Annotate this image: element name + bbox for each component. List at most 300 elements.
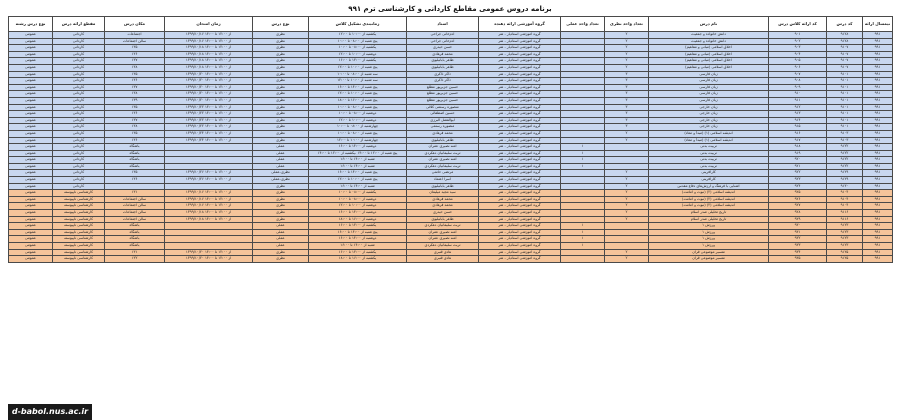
table-cell: ۱: [561, 236, 605, 243]
table-cell: زبان خارجی: [649, 117, 769, 124]
table-cell: [561, 71, 605, 78]
table-row: [9, 104, 893, 111]
table-cell: کاردانی: [53, 64, 105, 71]
table-cell: طاهر بابانیلیوی: [407, 183, 479, 190]
table-cell: اخلاق اسلامی (مبانی و مفاهیم): [649, 64, 769, 71]
table-cell: حسین جزیرپور مطلع: [407, 91, 479, 98]
table-cell: [561, 210, 605, 217]
table-cell: کارشناسی ناپیوسته: [53, 223, 105, 230]
table-cell: زبان فارسی: [649, 71, 769, 78]
table-cell: [561, 256, 605, 263]
table-cell: عمومی: [9, 256, 53, 263]
table-cell: ۹۹۱: [863, 190, 893, 197]
table-cell: ۳: [605, 78, 649, 85]
table-cell: ۹۰۵: [769, 58, 827, 65]
table-cell: عمومی: [9, 170, 53, 177]
table-cell: کاردانی: [53, 170, 105, 177]
table-cell: نظری: [253, 124, 309, 131]
table-cell: زبان فارسی: [649, 97, 769, 104]
table-cell: گروه آموزشی استادیار - هنر: [479, 91, 561, 98]
table-row: [9, 32, 893, 39]
table-cell: [605, 157, 649, 164]
table-cell: [561, 64, 605, 71]
table-cell: گروه آموزشی استادیار - هنر: [479, 256, 561, 263]
table-cell: آدم‌خانی جراحی: [407, 32, 479, 39]
table-cell: ۹۱۰۴: [827, 203, 863, 210]
table-cell: زبان فارسی: [649, 91, 769, 98]
table-cell: گروه آموزشی استادیار - هنر: [479, 196, 561, 203]
table-cell: حسین اصطفائی: [407, 111, 479, 118]
table-cell: ۱۳۵: [105, 71, 165, 78]
table-cell: ۳: [605, 71, 649, 78]
table-cell: ۹۹۱: [863, 64, 893, 71]
table-cell: از ۱۲:۰۰ تا ۱۴:۰۰ ۱۳۹۹/۱۰/۲۶: [165, 177, 253, 184]
table-cell: اجتماعات: [105, 32, 165, 39]
table-cell: گروه آموزشی استادیار - هنر: [479, 144, 561, 151]
table-cell: باشگاه: [105, 236, 165, 243]
table-cell: ۱۳۱: [105, 190, 165, 197]
table-cell: [561, 91, 605, 98]
column-header: مکان درس: [105, 17, 165, 32]
table-cell: ۹۱۲۳: [827, 236, 863, 243]
table-row: [9, 84, 893, 91]
table-cell: ۹۹۱: [863, 229, 893, 236]
table-row: [9, 183, 893, 190]
table-cell: سالن اجتماعات: [105, 210, 165, 217]
table-cell: ۹۱۲۲: [827, 163, 863, 170]
table-cell: ۹۳۱: [769, 229, 827, 236]
table-cell: ۹۱۲۲: [827, 157, 863, 164]
table-cell: [561, 170, 605, 177]
table-cell: نظری: [253, 51, 309, 58]
table-cell: ۲: [605, 196, 649, 203]
table-cell: از ۱۲:۰۰ تا ۱۴:۰۰ ۱۳۹۹/۱۰/۲۴: [165, 137, 253, 144]
table-cell: ۹۹۱: [863, 256, 893, 263]
table-cell: تاریخ تحلیلی صدر اسلام: [649, 210, 769, 217]
table-cell: ورزش ۱: [649, 243, 769, 250]
table-cell: گروه آموزشی استادیار - هنر: [479, 117, 561, 124]
table-cell: تربت سلیمانیان دهکردی: [407, 243, 479, 250]
table-cell: ۹۱۰۱: [827, 78, 863, 85]
table-cell: پنج شنبه از ۱۶:۰۰ تا ۱۸:۰۰: [309, 97, 407, 104]
table-cell: کاردانی: [53, 183, 105, 190]
table-cell: ۹۱۲۹: [827, 177, 863, 184]
table-cell: عملی: [253, 243, 309, 250]
table-cell: عمومی: [9, 104, 53, 111]
table-cell: ۹۱۰۱: [827, 104, 863, 111]
table-cell: محمد فرهادی: [407, 196, 479, 203]
table-cell: ۹۱۰۱: [827, 71, 863, 78]
table-cell: ۹۳۳: [769, 243, 827, 250]
table-cell: عمومی: [9, 84, 53, 91]
table-cell: کاردانی: [53, 157, 105, 164]
table-cell: ۱: [561, 229, 605, 236]
table-cell: زبان خارجی: [649, 111, 769, 118]
table-cell: از ۱۲:۰۰ تا ۱۴:۰۰ ۱۳۹۹/۱۰/۲۲: [165, 124, 253, 131]
table-cell: زبان خارجی: [649, 104, 769, 111]
table-cell: ورزش ۱: [649, 223, 769, 230]
table-cell: اندیشه اسلامی (۲) (نبوت و امامت): [649, 203, 769, 210]
table-row: [9, 223, 893, 230]
table-cell: عمومی: [9, 117, 53, 124]
table-cell: [561, 177, 605, 184]
table-cell: کارآفرینی: [649, 177, 769, 184]
table-cell: شنبه از ۱۴:۰۰ تا ۱۶:۰۰: [309, 243, 407, 250]
table-cell: عمومی: [9, 177, 53, 184]
table-cell: آمنه نصیری عمران: [407, 157, 479, 164]
table-cell: طاهر بابانیلیوی: [407, 216, 479, 223]
column-header: نوع درس رشته: [9, 17, 53, 32]
table-cell: ۹۱۲۳: [827, 223, 863, 230]
table-cell: گروه آموزشی استادیار - هنر: [479, 236, 561, 243]
table-cell: گروه آموزشی استادیار - هنر: [479, 243, 561, 250]
table-cell: گروه آموزشی استادیار - هنر: [479, 111, 561, 118]
table-cell: ۹۹۱: [863, 223, 893, 230]
table-cell: نظری: [253, 58, 309, 65]
column-header: تعداد واحد نظری: [605, 17, 649, 32]
table-cell: یکشنبه از ۱۴:۰۰ تا ۱۶:۰۰: [309, 223, 407, 230]
table-cell: ۹۱۰۱: [827, 124, 863, 131]
table-cell: ۱۳۶: [105, 177, 165, 184]
table-cell: ۲: [605, 203, 649, 210]
table-cell: گروه آموزشی استادیار - هنر: [479, 150, 561, 157]
table-cell: [561, 130, 605, 137]
table-cell: [605, 144, 649, 151]
table-cell: ۹۹۱: [863, 97, 893, 104]
table-cell: ۹۹۱: [863, 32, 893, 39]
table-cell: یکشنبه از ۱۴:۰۰ تا ۱۶:۰۰: [309, 58, 407, 65]
column-header: کد درس: [827, 17, 863, 32]
table-row: [9, 124, 893, 131]
table-cell: دوشنبه از ۱۶:۰۰ تا ۱۸:۰۰: [309, 216, 407, 223]
table-cell: باشگاه: [105, 243, 165, 250]
table-cell: پنج شنبه از ۱۲:۰۰ تا ۱۴:۰۰ ،یکشنبه از ۱۲:۰۰ تا ۱۴:۰۰: [309, 150, 407, 157]
table-cell: گروه آموزشی استادیار - هنر: [479, 177, 561, 184]
table-cell: از ۱۲:۰۰ تا ۱۴:۰۰ ۱۳۹۹/۱۰/۱۶: [165, 32, 253, 39]
table-cell: یکشنبه از ۱۴:۰۰ تا ۱۶:۰۰: [309, 249, 407, 256]
table-row: [9, 196, 893, 203]
table-cell: سه شنبه از ۱۰:۰۰ تا ۱۲:۰۰: [309, 78, 407, 85]
table-cell: ۹۰۶: [769, 64, 827, 71]
table-cell: پنج شنبه از ۰۸:۰۰ تا ۱۰:۰۰: [309, 130, 407, 137]
table-cell: [561, 196, 605, 203]
table-cell: عمومی: [9, 78, 53, 85]
table-cell: اندیشه اسلامی (۲) (نبوت و امامت): [649, 196, 769, 203]
table-cell: ۹۱۴: [769, 117, 827, 124]
table-row: [9, 203, 893, 210]
table-cell: تاریخ تحلیلی صدر اسلام: [649, 216, 769, 223]
table-cell: زبان فارسی: [649, 78, 769, 85]
table-cell: عمومی: [9, 190, 53, 197]
table-cell: ۹۲۹: [769, 216, 827, 223]
table-cell: نظری: [253, 117, 309, 124]
table-cell: دوشنبه از ۱۰:۰۰ تا ۱۲:۰۰: [309, 117, 407, 124]
table-cell: [605, 229, 649, 236]
table-cell: [165, 229, 253, 236]
table-cell: نظری: [253, 91, 309, 98]
table-cell: [605, 223, 649, 230]
table-cell: کاردانی: [53, 45, 105, 52]
column-header: مقطع ارائه درس: [53, 17, 105, 32]
table-row: [9, 111, 893, 118]
column-header: تعداد واحد عملی: [561, 17, 605, 32]
table-cell: ۹۹۱: [863, 196, 893, 203]
table-cell: عمومی: [9, 124, 53, 131]
table-cell: شنبه از ۱۴:۰۰ تا ۱۶:۰۰: [309, 163, 407, 170]
table-cell: نظری: [253, 196, 309, 203]
column-header: کد ارائه کلاس درس: [769, 17, 827, 32]
table-cell: کاردانی: [53, 124, 105, 131]
table-cell: ۱۳۶: [105, 78, 165, 85]
table-cell: نظری: [253, 64, 309, 71]
table-cell: عمومی: [9, 130, 53, 137]
table-cell: کارشناسی ناپیوسته: [53, 203, 105, 210]
table-cell: از ۱۲:۰۰ تا ۱۴:۰۰ ۱۳۹۹/۱۰/۲۰: [165, 71, 253, 78]
table-cell: ۹۱۲۸: [827, 38, 863, 45]
table-cell: ۹۹۱: [863, 183, 893, 190]
table-cell: ۹۹۱: [863, 157, 893, 164]
table-cell: گروه آموزشی استادیار - هنر: [479, 97, 561, 104]
table-cell: تربت سلیمانیان دهکردی: [407, 163, 479, 170]
table-cell: کاردانی: [53, 104, 105, 111]
table-cell: [165, 236, 253, 243]
table-cell: کاردانی: [53, 117, 105, 124]
table-cell: ۲: [605, 51, 649, 58]
table-cell: ۱۳۵: [105, 104, 165, 111]
table-row: [9, 97, 893, 104]
table-cell: ۹۲۲: [769, 170, 827, 177]
table-cell: ۱: [561, 243, 605, 250]
table-cell: ۹۰۲: [769, 38, 827, 45]
table-cell: نظری: [253, 130, 309, 137]
table-cell: پنج شنبه از ۱۰:۰۰ تا ۱۲:۰۰: [309, 177, 407, 184]
table-cell: گروه آموزشی استادیار - هنر: [479, 216, 561, 223]
table-cell: شنبه از ۱۴:۰۰ تا ۱۶:۰۰: [309, 157, 407, 164]
table-cell: از ۱۲:۰۰ تا ۱۴:۰۰ ۱۳۹۹/۱۰/۲۲: [165, 111, 253, 118]
table-cell: نظری: [253, 183, 309, 190]
table-cell: ۹۱۰۳: [827, 130, 863, 137]
table-cell: ۹۰۳: [769, 45, 827, 52]
table-cell: کارشناسی ناپیوسته: [53, 210, 105, 217]
table-cell: ۲: [605, 45, 649, 52]
table-row: [9, 38, 893, 45]
page-title: برنامه دروس عمومی مقاطع کاردانی و کارشناسی ترم ۹۹۱: [348, 5, 552, 13]
table-cell: ۹۹۱: [863, 163, 893, 170]
table-cell: باشگاه: [105, 229, 165, 236]
table-cell: [561, 78, 605, 85]
table-row: [9, 210, 893, 217]
table-cell: ۹۱۲۵: [827, 249, 863, 256]
table-cell: ۳: [605, 117, 649, 124]
table-cell: باشگاه: [105, 163, 165, 170]
table-cell: گروه آموزشی استادیار - هنر: [479, 203, 561, 210]
table-cell: ۹۱۵: [769, 124, 827, 131]
table-cell: ۲: [605, 177, 649, 184]
table-cell: [561, 117, 605, 124]
table-cell: ۱۳۵: [105, 130, 165, 137]
table-cell: کارشناسی ناپیوسته: [53, 256, 105, 263]
table-cell: ۹۱۲۵: [827, 256, 863, 263]
table-cell: ۳: [605, 124, 649, 131]
table-cell: ورزش ۱: [649, 229, 769, 236]
table-cell: ۹۳۵: [769, 256, 827, 263]
table-cell: دوشنبه از ۰۸:۰۰ تا ۱۰:۰۰: [309, 111, 407, 118]
table-cell: کاردانی: [53, 32, 105, 39]
table-cell: کارشناسی ناپیوسته: [53, 229, 105, 236]
table-cell: گروه آموزشی استادیار - هنر: [479, 78, 561, 85]
table-cell: ۱۳۷: [105, 58, 165, 65]
table-cell: آمنه نصیری عمران: [407, 236, 479, 243]
table-cell: ۱۳۲: [105, 256, 165, 263]
table-cell: تربت سلیمانیان دهکردی: [407, 223, 479, 230]
table-cell: ۹۹۱: [863, 144, 893, 151]
table-cell: نظری: [253, 137, 309, 144]
table-cell: گروه آموزشی استادیار - هنر: [479, 210, 561, 217]
table-cell: نظری: [253, 104, 309, 111]
table-cell: عملی: [253, 150, 309, 157]
table-cell: ذاکر ذاکری: [407, 71, 479, 78]
table-cell: عمومی: [9, 91, 53, 98]
table-cell: عمومی: [9, 203, 53, 210]
table-cell: کاردانی: [53, 84, 105, 91]
table-cell: دوشنبه از ۰۸:۰۰ تا ۱۰:۰۰: [309, 196, 407, 203]
table-cell: آمنه نصیری عمران: [407, 144, 479, 151]
table-row: [9, 150, 893, 157]
table-cell: ورزش ۱: [649, 236, 769, 243]
table-cell: ۱۳۶: [105, 111, 165, 118]
table-cell: دوشنبه از ۱۰:۰۰ تا ۱۲:۰۰: [309, 203, 407, 210]
table-cell: کارآفرینی: [649, 170, 769, 177]
table-cell: ۹۹۱: [863, 150, 893, 157]
table-cell: ۹۱۱: [769, 97, 827, 104]
table-cell: کاردانی: [53, 38, 105, 45]
course-schedule-table: [8, 16, 893, 263]
table-cell: سالن اجتماعات: [105, 38, 165, 45]
table-row: [9, 58, 893, 65]
table-cell: کاردانی: [53, 71, 105, 78]
table-cell: [561, 137, 605, 144]
table-cell: نظری: [253, 203, 309, 210]
table-row: [9, 177, 893, 184]
table-cell: گروه آموزشی استادیار - هنر: [479, 157, 561, 164]
table-cell: تربت سلیمانیان دهکردی: [407, 150, 479, 157]
table-cell: عمومی: [9, 58, 53, 65]
table-cell: ۱۳۷: [105, 84, 165, 91]
table-cell: تربیت بدنی: [649, 144, 769, 151]
table-cell: باشگاه: [105, 144, 165, 151]
table-cell: ۱۳۷: [105, 117, 165, 124]
table-row: [9, 170, 893, 177]
table-row: [9, 78, 893, 85]
table-cell: کارشناسی ناپیوسته: [53, 243, 105, 250]
header-row: [9, 17, 893, 32]
table-cell: محمد فرهادی: [407, 203, 479, 210]
table-body: [9, 32, 893, 263]
table-cell: ۲: [605, 64, 649, 71]
table-cell: ۹۰۹: [769, 84, 827, 91]
table-cell: ۹۰۱: [769, 32, 827, 39]
table-cell: گروه آموزشی استادیار - هنر: [479, 229, 561, 236]
table-cell: ۹۹۱: [863, 203, 893, 210]
table-cell: ۱: [561, 223, 605, 230]
table-cell: پنج شنبه از ۱۴:۰۰ تا ۱۶:۰۰: [309, 84, 407, 91]
table-cell: باشگاه: [105, 157, 165, 164]
table-cell: ۹۲۰: [769, 157, 827, 164]
table-cell: عمومی: [9, 196, 53, 203]
table-cell: [605, 236, 649, 243]
table-cell: [605, 150, 649, 157]
table-cell: آشنایی با فرهنگ و ارزش‌های دفاع مقدس: [649, 183, 769, 190]
table-cell: [561, 216, 605, 223]
table-cell: ذاکر ذاکری: [407, 78, 479, 85]
table-cell: حسن حیدری: [407, 210, 479, 217]
table-cell: عمومی: [9, 64, 53, 71]
table-cell: ۹۱۲۲: [827, 144, 863, 151]
table-cell: نظری: [253, 210, 309, 217]
table-cell: کارشناسی ناپیوسته: [53, 216, 105, 223]
table-cell: عمومی: [9, 236, 53, 243]
table-cell: ۹۹۱: [863, 124, 893, 131]
table-cell: ۹۱۰۱: [827, 91, 863, 98]
table-cell: ۹۳۲: [769, 236, 827, 243]
table-cell: ۳: [605, 91, 649, 98]
table-row: [9, 236, 893, 243]
table-cell: تفسیر موضوعی قرآن: [649, 256, 769, 263]
table-cell: ۲: [605, 32, 649, 39]
table-cell: ۹۹۱: [863, 216, 893, 223]
table-cell: ۲: [605, 38, 649, 45]
table-cell: نظری: [253, 216, 309, 223]
table-cell: ۹۹۱: [863, 78, 893, 85]
table-cell: نظری: [253, 45, 309, 52]
table-cell: از ۱۲:۰۰ تا ۱۴:۰۰ ۱۳۹۹/۱۰/۱۶: [165, 190, 253, 197]
table-cell: ۹۱۲: [769, 104, 827, 111]
table-cell: ۱۳۸: [105, 64, 165, 71]
table-cell: کاردانی: [53, 150, 105, 157]
table-cell: ۱: [561, 150, 605, 157]
table-cell: عملی: [253, 157, 309, 164]
table-cell: ۱: [561, 144, 605, 151]
table-cell: حسن حیدری: [407, 45, 479, 52]
table-cell: [165, 223, 253, 230]
table-cell: نظری: [253, 32, 309, 39]
table-cell: از ۱۲:۰۰ تا ۱۴:۰۰ ۱۳۹۹/۱۰/۲۲: [165, 117, 253, 124]
table-cell: عملی: [253, 236, 309, 243]
table-cell: نظری: [253, 71, 309, 78]
table-cell: ۲: [605, 249, 649, 256]
site-watermark: d-babol.nus.ac.ir: [8, 404, 92, 420]
column-header: نیمسال ارائه: [863, 17, 893, 32]
table-cell: ۹۹۱: [863, 117, 893, 124]
table-cell: آمنه نصیری عمران: [407, 229, 479, 236]
table-cell: [561, 190, 605, 197]
table-cell: منصوره رستمی: [407, 124, 479, 131]
table-cell: ۹۱۶: [769, 130, 827, 137]
table-cell: ۲: [605, 137, 649, 144]
table-cell: عمومی: [9, 38, 53, 45]
table-cell: تربیت بدنی: [649, 157, 769, 164]
table-cell: از ۱۲:۰۰ تا ۱۴:۰۰ ۱۳۹۹/۱۰/۱۸: [165, 45, 253, 52]
table-cell: از ۱۲:۰۰ تا ۱۴:۰۰ ۱۳۹۹/۱۰/۲۰: [165, 97, 253, 104]
table-cell: تفسیر موضوعی قرآن: [649, 249, 769, 256]
table-row: [9, 243, 893, 250]
table-cell: [165, 157, 253, 164]
table-cell: سالن اجتماعات: [105, 203, 165, 210]
table-cell: از ۱۲:۰۰ تا ۱۴:۰۰ ۱۳۹۹/۱۰/۱۸: [165, 51, 253, 58]
table-cell: [561, 45, 605, 52]
table-cell: گروه آموزشی استادیار - هنر: [479, 64, 561, 71]
table-cell: پنج شنبه از ۱۰:۰۰ تا ۱۲:۰۰: [309, 91, 407, 98]
